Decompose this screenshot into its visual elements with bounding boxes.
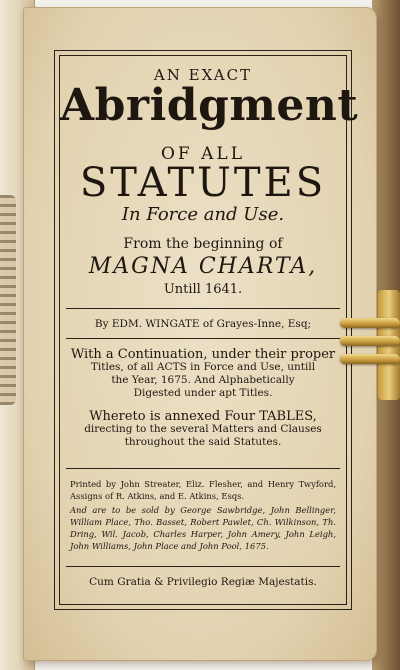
clasp-bar xyxy=(340,354,400,364)
clasp-bar xyxy=(340,318,400,328)
title-prefix: AN EXACT xyxy=(153,66,253,84)
border-frame xyxy=(54,50,359,610)
continuation-line: Digested under apt Titles. xyxy=(133,387,273,399)
border-frame-inner xyxy=(59,55,359,605)
main-title: Abridgment xyxy=(60,80,359,131)
divider-rule xyxy=(66,566,340,567)
privilege-line: Cum Gratia & Privilegio Regiæ Majestatis. xyxy=(89,576,317,588)
author-line: By EDM. WINGATE of Grayes-Inne, Esq; xyxy=(94,318,312,330)
printers-imprint: Printed by John Streater, Eliz. Flesher, and Henry Twyford, Assigns of R. Atkins, and E. Atkins, Esqs. xyxy=(70,479,336,501)
brass-clasp xyxy=(340,290,400,400)
title-page xyxy=(24,8,376,660)
continuation-paragraph xyxy=(68,348,338,400)
tables-paragraph xyxy=(68,410,338,449)
divider-rule xyxy=(66,468,340,469)
continuation-line: the Year, 1675. And Alphabetically xyxy=(111,374,295,386)
booksellers-imprint: And are to be sold by George Sawbridge, John Bellinger, William Place, Tho. Basset, Robert Pawlet, Ch. Wilkinson, Th. Dring, Wil. Jacob, Charles Harper, John Amery, John Leigh, John Williams, John Place and John Pool, 1675. xyxy=(70,505,336,551)
untill-date-line: Untill 1641. xyxy=(163,282,243,297)
divider-rule xyxy=(66,308,340,309)
title-statutes: STATUTES xyxy=(79,160,327,206)
divider-rule xyxy=(66,338,340,339)
clasp-bar xyxy=(340,336,400,346)
tables-line: directing to the several Matters and Clauses xyxy=(84,423,322,435)
title-in-force: In Force and Use. xyxy=(121,204,285,225)
from-beginning-line: From the beginning of xyxy=(123,236,283,252)
continuation-lead: With a Continuation, under their proper xyxy=(70,347,336,362)
tables-line: throughout the said Statutes. xyxy=(124,436,282,448)
tables-lead: Whereto is annexed Four TABLES, xyxy=(89,409,317,424)
magna-charta-line: MAGNA CHARTA, xyxy=(88,254,318,279)
continuation-line: Titles, of all ACTS in Force and Use, untill xyxy=(90,361,316,373)
title-of-all: OF ALL xyxy=(161,144,245,164)
spine-ornament xyxy=(0,195,16,405)
